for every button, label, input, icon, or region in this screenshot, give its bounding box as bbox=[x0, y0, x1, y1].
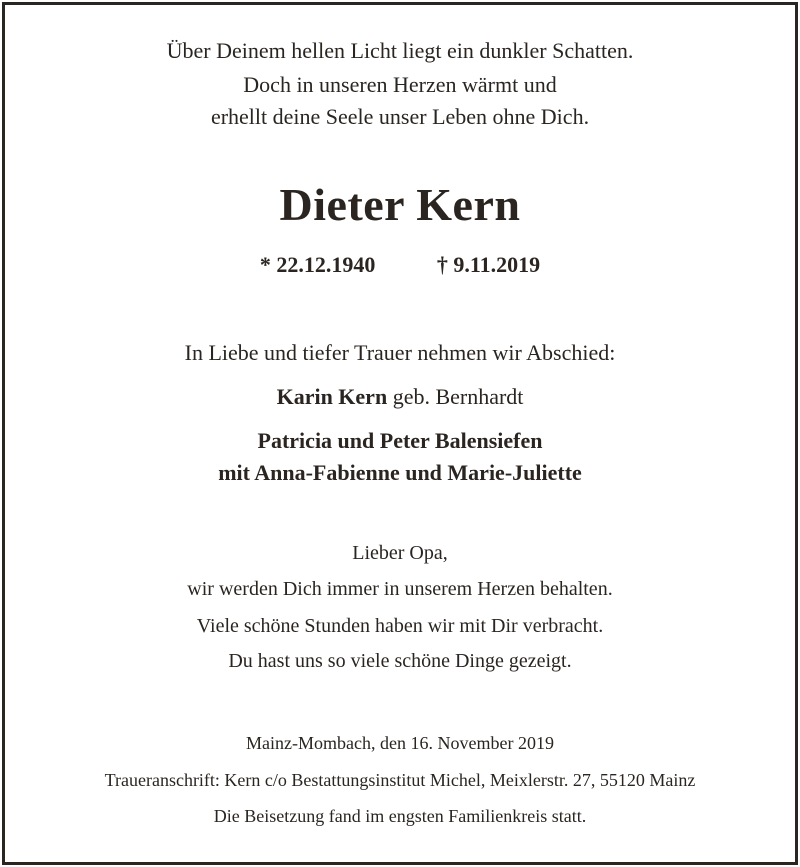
poem-line-1: Über Deinem hellen Licht liegt ein dunkler Schatten. bbox=[166, 38, 634, 63]
message-line-2: wir werden Dich immer in unserem Herzen behalten. bbox=[187, 578, 613, 600]
mourner-family-line-2: mit Anna-Fabienne und Marie-Juliette bbox=[218, 460, 582, 485]
message-line-1: Lieber Opa, bbox=[352, 542, 448, 564]
life-dates bbox=[0, 252, 800, 278]
spouse-maiden-name: geb. Bernhardt bbox=[392, 384, 524, 409]
mourner-spouse bbox=[0, 384, 800, 410]
poem-line-2: Doch in unseren Herzen wärmt und bbox=[243, 72, 557, 97]
mourning-address: Traueranschrift: Kern c/o Bestattungsinstitut Michel, Meixlerstr. 27, 55120 Mainz bbox=[104, 770, 696, 790]
burial-note: Die Beisetzung fand im engsten Familienkreis statt. bbox=[213, 806, 587, 826]
message-line-4: Du hast uns so viele schöne Dinge gezeigt. bbox=[228, 650, 572, 672]
deceased-name: Dieter Kern bbox=[279, 179, 521, 230]
spouse-name: Karin Kern bbox=[276, 384, 388, 409]
place-date: Mainz-Mombach, den 16. November 2019 bbox=[246, 733, 554, 753]
message-line-3: Viele schöne Stunden haben wir mit Dir verbracht. bbox=[196, 615, 604, 637]
death-date: † 9.11.2019 bbox=[436, 252, 541, 277]
mourner-family-line-1: Patricia und Peter Balensiefen bbox=[257, 428, 543, 453]
farewell-text: In Liebe und tiefer Trauer nehmen wir Abschied: bbox=[184, 340, 616, 365]
poem-line-3: erhellt deine Seele unser Leben ohne Dich. bbox=[210, 104, 590, 129]
birth-date: * 22.12.1940 bbox=[259, 252, 376, 277]
